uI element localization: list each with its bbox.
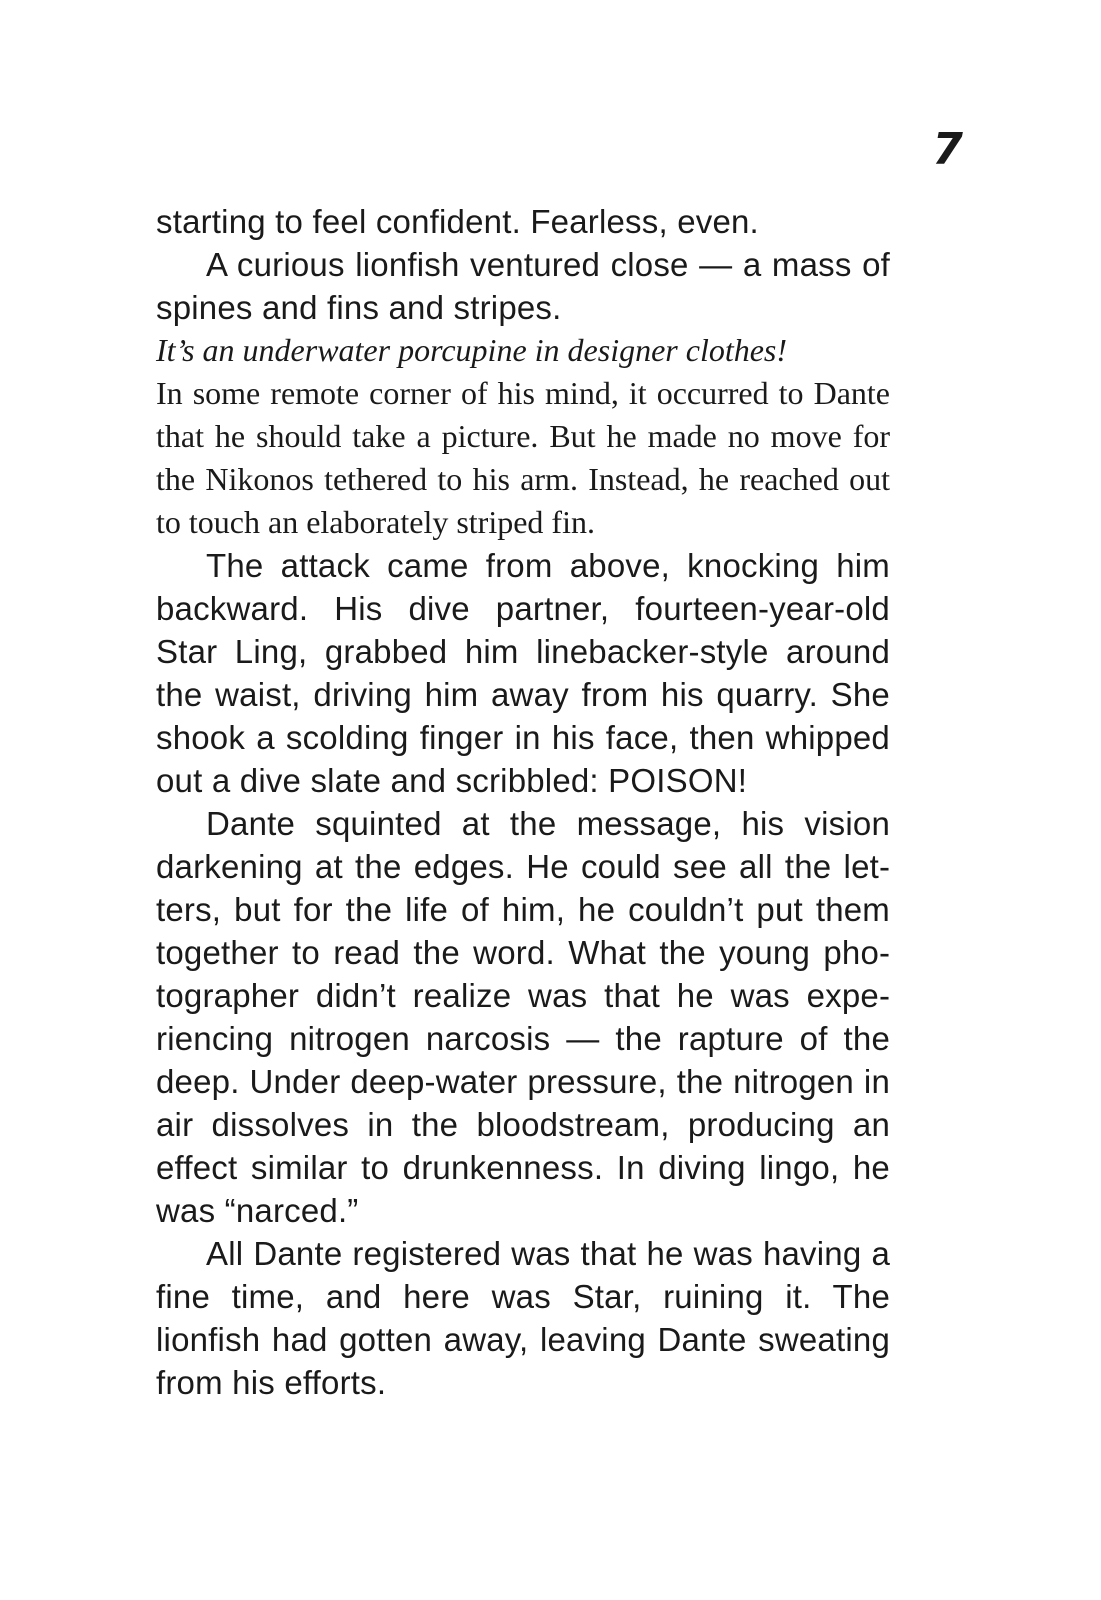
page-number: 7 bbox=[932, 124, 963, 175]
paragraph-1: starting to feel confident. Fearless, even. bbox=[156, 203, 759, 240]
paragraph-5: The attack came from above, knocking him backward. His dive partner, fourteen-year-old Star Ling, grabbed him linebacker-style around the waist, driving him away from his quarry. She shook a scolding finger in his face, then whipped out a dive slate and scribbled: POISON! bbox=[156, 547, 890, 799]
paragraph-3-italic-thought: It’s an underwater porcupine in designer clothes! bbox=[156, 332, 788, 368]
paragraph-6: Dante squinted at the message, his vision darkening at the edges. He could see all the letters, but for the life of him, he couldn’t put them together to read the word. What the young photographer didn’t realize was that he was experiencing nitrogen narcosis — the rapture of the deep. Under deep-water pressure, the nitrogen in air dissolves in the bloodstream, producing an effect similar to drunkenness. In diving lingo, he was “narced.” bbox=[156, 805, 890, 1229]
body-text bbox=[156, 200, 890, 1404]
paragraph-2: A curious lionfish ventured close — a mass of spines and fins and stripes. bbox=[156, 246, 890, 326]
paragraph-4: In some remote corner of his mind, it occurred to Dante that he should take a picture. But he made no move for the Nikonos tethered to his arm. Instead, he reached out to touch an elaborately striped fin. bbox=[156, 375, 890, 540]
paragraph-7: All Dante registered was that he was having a fine time, and here was Star, ruining it. The lionfish had gotten away, leaving Dante sweating from his efforts. bbox=[156, 1235, 890, 1401]
